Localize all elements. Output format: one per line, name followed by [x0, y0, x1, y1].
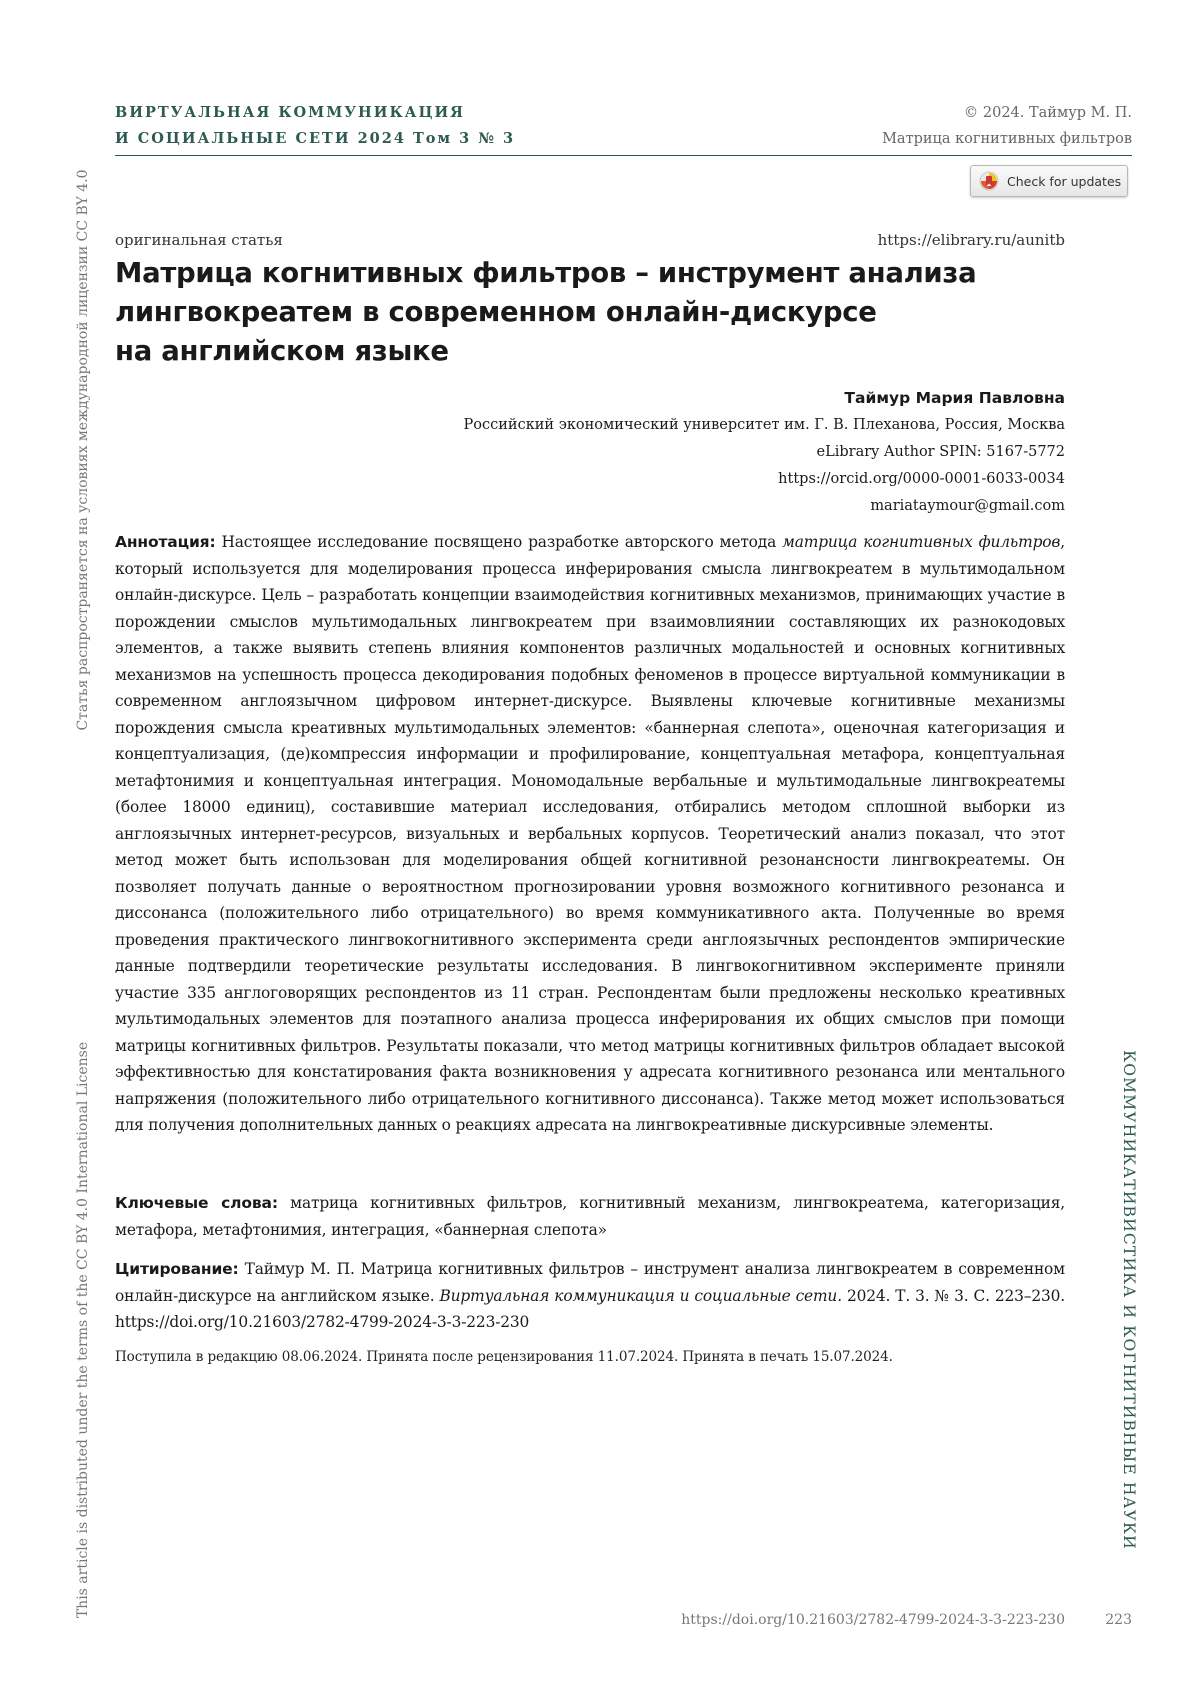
citation: [115, 1256, 1065, 1336]
author-orcid-link[interactable]: https://orcid.org/0000-0001-6033-0034: [778, 471, 1065, 487]
article-title-line: лингвокреатем в современном онлайн-дискурсе: [115, 296, 877, 328]
running-header-right: [882, 100, 1132, 152]
footer-doi-link[interactable]: https://doi.org/10.21603/2782-4799-2024-3-3-223-230: [681, 1612, 1065, 1628]
author-spin: eLibrary Author SPIN: 5167-5772: [816, 444, 1065, 460]
author-name: Таймур Мария Павловна: [844, 389, 1065, 407]
journal-name-line1: ВИРТУАЛЬНАЯ КОММУНИКАЦИЯ: [115, 104, 465, 121]
crossmark-icon: [979, 171, 999, 191]
journal-name-line2: И СОЦИАЛЬНЫЕ СЕТИ 2024 Том 3 № 3: [115, 130, 516, 147]
page-number: 223: [1105, 1612, 1132, 1628]
abstract-label: Аннотация:: [115, 533, 216, 551]
author-email-link[interactable]: mariataymour@gmail.com: [870, 498, 1065, 514]
keywords-text: матрица когнитивных фильтров, когнитивный механизм, лингвокреатема, категоризация, метафора, метафтонимия, интеграция, «баннерная слепота»: [115, 1194, 1066, 1239]
citation-journal: Виртуальная коммуникация и социальные сети.: [439, 1286, 842, 1305]
author-affiliation: Российский экономический университет им. Г. В. Плеханова, Россия, Москва: [463, 417, 1065, 433]
article-dates: Поступила в редакцию 08.06.2024. Принята после рецензирования 11.07.2024. Принята в печать 15.07.2024.: [115, 1349, 893, 1365]
citation-text: Таймур М. П. Матрица когнитивных фильтров – инструмент анализа лингвокреатем в современном онлайн-дискурсе на английском языке.: [115, 1260, 1065, 1305]
license-text-en: This article is distributed under the terms of the CC BY 4.0 International License: [75, 1041, 91, 1619]
author-block: [464, 385, 1065, 520]
section-name: КОММУНИКАТИВИСТИКА И КОГНИТИВНЫЕ НАУКИ: [1120, 1050, 1138, 1550]
keywords: [115, 1190, 1065, 1243]
article-type: оригинальная статья: [115, 231, 283, 249]
license-side-text-ru: [75, 160, 95, 740]
citation-label: Цитирование:: [115, 1260, 239, 1278]
article-title-line: Матрица когнитивных фильтров – инструмент анализа: [115, 257, 977, 289]
journal-header: [115, 100, 515, 152]
abstract: [115, 529, 1065, 1139]
section-side-text: [1118, 1040, 1142, 1560]
abstract-method-name: матрица когнитивных фильтров: [782, 533, 1061, 551]
citation-details[interactable]: 2024. Т. 3. № 3. С. 223–230. https://doi.org/10.21603/2782-4799-2024-3-3-223-230: [115, 1286, 1066, 1331]
check-for-updates-label: Check for updates: [1007, 173, 1122, 189]
keywords-label: Ключевые слова:: [115, 1194, 278, 1212]
header-divider: [115, 155, 1132, 156]
license-side-text-en: [75, 1035, 95, 1625]
article-url-link[interactable]: https://elibrary.ru/aunitb: [877, 231, 1065, 249]
article-title: [115, 254, 1015, 371]
abstract-text: , который используется для моделирования процесса инферирования смысла лингвокреатем в мультимодальном онлайн-дискурсе. Цель – разработать концепции взаимодействия когнитивных механизмов, принимающих участие в порождении смыслов мультимодальных лингвокреатем при взаимовлиянии составляющих их разнокодовых элементов, а также выявить степень влияния компонентов различных модальностей и основных когнитивных механизмов на успешность процесса декодирования подобных феноменов в процессе виртуальной коммуникации в современном англоязычном цифровом интернет-дискурсе. Выявлены ключевые когнитивные механизмы порождения смысла креативных мультимодальных элементов: «баннерная слепота», оценочная категоризация и концептуализация, (де)компрессия информации и профилирование, концептуальная метафора, концептуальная метафтонимия и концептуальная интеграция. Мономодальные вербальные и мультимодальные лингвокреатемы (более 18000 единиц), составившие материал исследования, отбирались методом сплошной выборки из англоязычных интернет-ресурсов, визуальных и вербальных корпусов. Теоретический анализ показал, что этот метод может быть использован для моделирования общей когнитивной резонансности лингвокреатемы. Он позволяет получать данные о вероятностном прогнозировании уровня возможного когнитивного резонанса и диссонанса (положительного либо отрицательного) во время коммуникативного акта. Полученные во время проведения практического лингвокогнитивного эксперимента среди англоязычных респондентов эмпирические данные подтвердили теоретические результаты исследования. В лингвокогнитивном эксперименте приняли участие 335 англоговорящих респондентов из 11 стран. Респондентам были предложены несколько креативных мультимодальных элементов для поэтапного анализа процесса инферирования их общих смыслов при помощи матрицы когнитивных фильтров. Результаты показали, что метод матрицы когнитивных фильтров обладает высокой эффективностью для констатирования факта возникновения у адресата когнитивного резонанса или ментального напряжения (положительного либо отрицательного когнитивного диссонанса). Также метод может использоваться для получения дополнительных данных о реакциях адресата на лингвокреативные дискурсивные элементы.: [115, 533, 1065, 1134]
article-title-line: на английском языке: [115, 335, 449, 367]
license-text-ru: Статья распространяется на условиях международной лицензии CC BY 4.0: [75, 169, 91, 731]
check-for-updates-button[interactable]: [970, 165, 1128, 197]
abstract-intro: Настоящее исследование посвящено разработке авторского метода: [221, 533, 777, 551]
running-short-title: Матрица когнитивных фильтров: [882, 131, 1132, 147]
copyright-text: © 2024. Таймур М. П.: [963, 105, 1132, 121]
